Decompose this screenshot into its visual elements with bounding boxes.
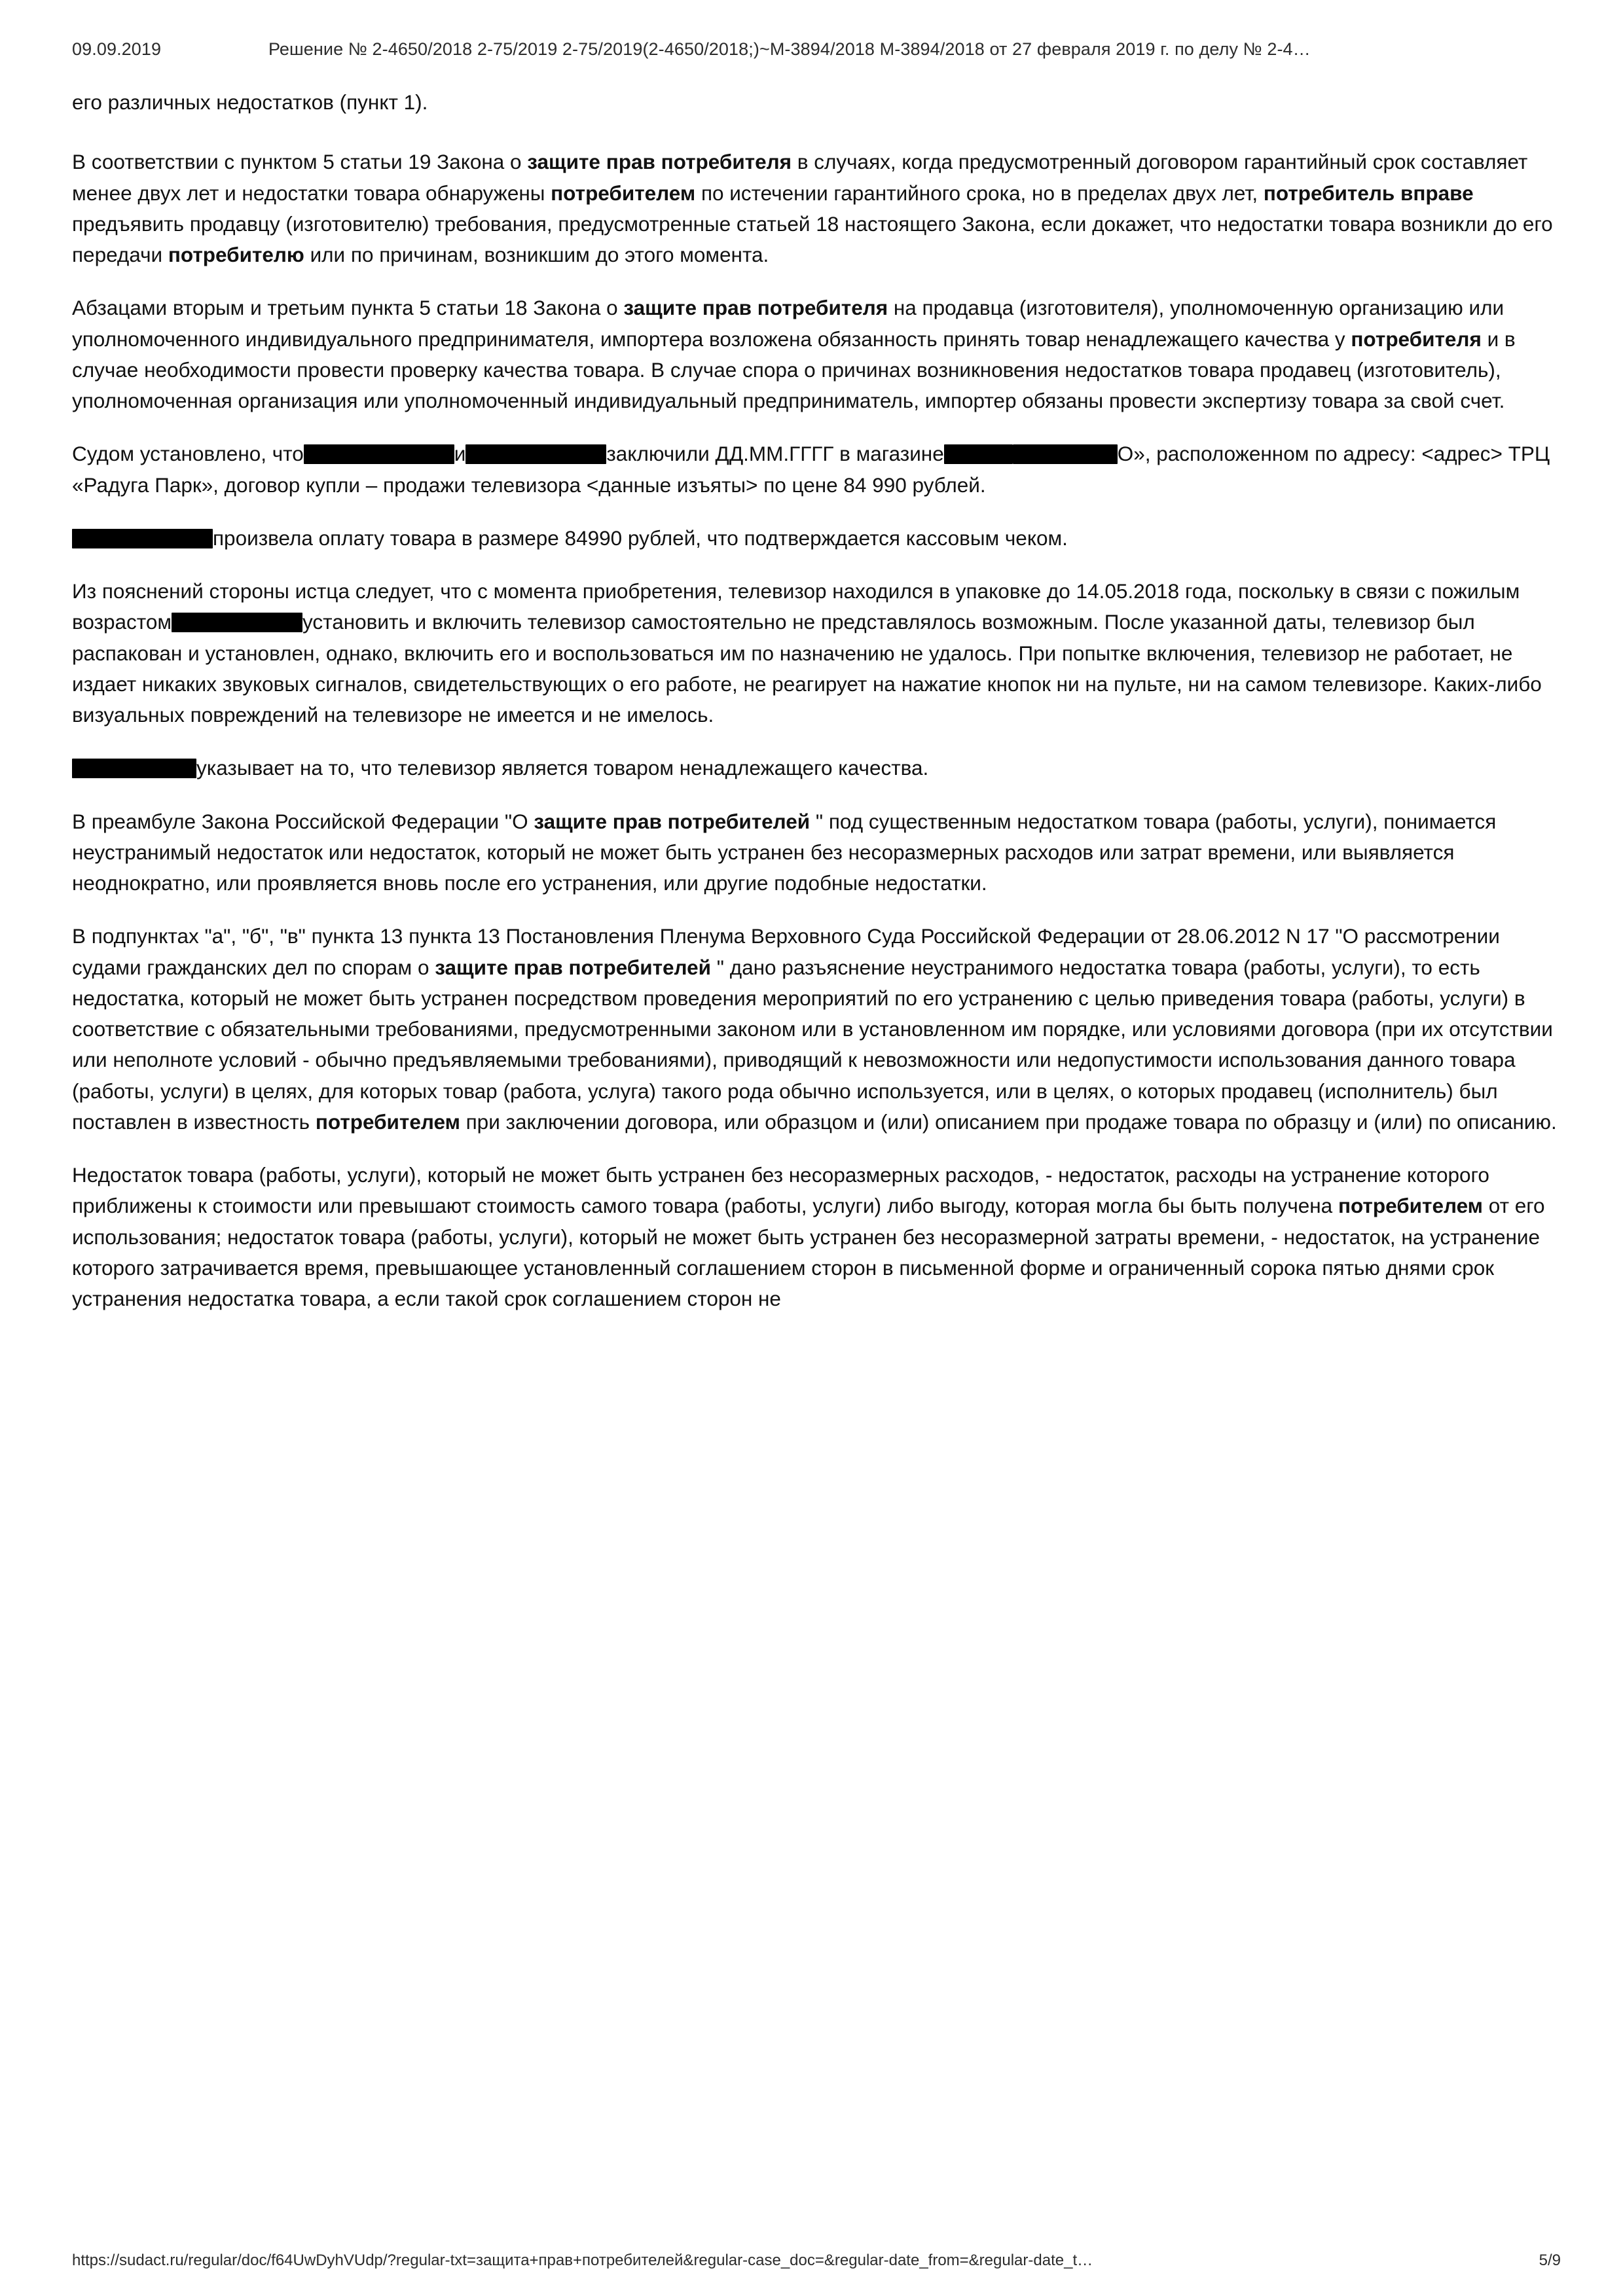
paragraph-1-text: его различных недостатков (пункт 1). bbox=[72, 90, 428, 114]
paragraph-3-bold-1: защите прав потребителя bbox=[623, 296, 888, 320]
redacted-block bbox=[1013, 444, 1118, 464]
paragraph-10-bold-1: потребителем bbox=[1338, 1194, 1483, 1218]
header-date: 09.09.2019 bbox=[72, 39, 162, 59]
footer-page-number: 5/9 bbox=[1539, 2251, 1561, 2269]
paragraph-2-bold-1: защите прав потребителя bbox=[527, 150, 792, 174]
paragraph-1 bbox=[72, 87, 1561, 118]
paragraph-4 bbox=[72, 439, 1561, 501]
paragraph-3-text-d: и в случае необходимости провести проверку качества товара. В случае спора о причинах возникновения недостатков товара продавец (изготовитель), уполномоченная организация или уполномоченный индивидуальный предприниматель, импортер обязаны провести экспертизу товара за свой счет. bbox=[72, 327, 1516, 412]
footer-url[interactable]: https://sudact.ru/regular/doc/f64UwDyhVUdp/?regular-txt=защита+прав+потребителей&regular-case_doc=&regular-date_from=&regular-date_t… bbox=[72, 2251, 1093, 2269]
paragraph-4-text-c: заключили ДД.ММ.ГГГГ в магазине bbox=[606, 442, 944, 466]
paragraph-4-text-b: и bbox=[454, 442, 466, 466]
header-title: Решение № 2-4650/2018 2-75/2019 2-75/2019(2-4650/2018;)~М-3894/2018 М-3894/2018 от 27 февраля 2019 г. по делу № 2-4… bbox=[268, 39, 1311, 59]
paragraph-3 bbox=[72, 293, 1561, 416]
paragraph-9-text-a: В подпунктах "а", "б", "в" пункта 13 пункта 13 Постановления Пленума Верховного Суда Российской Федерации от 28.06.2012 N 17 "О рассмотрении судами гражданских дел по спорам о bbox=[72, 924, 1500, 979]
paragraph-7-text: указывает на то, что телевизор является товаром ненадлежащего качества. bbox=[196, 756, 929, 780]
paragraph-6-text-b: установить и включить телевизор самостоятельно не представлялось возможным. После указанной даты, телевизор был распакован и установлен, однако, включить его и воспользоваться им по назначению не удалось. При попытке включения, телевизор не работает, не издает никаких звуковых сигналов, свидетельствующих о его работе, не реагирует на нажатие кнопок ни на пульте, ни на самом телевизоре. Каких-либо визуальных повреждений на телевизоре не имеется и не имелось. bbox=[72, 610, 1542, 726]
paragraph-9-bold-2: потребителем bbox=[315, 1109, 460, 1134]
paragraph-10-text-c: от его использования; недостаток товара (работы, услуги), который не может быть устранен без несоразмерной затраты времени, - недостаток, на устранение которого затрачивается время, превышающее установленный соглашением сторон в письменной форме и ограниченный сорока пятью днями срок устранения недостатка товара, а если такой срок соглашением сторон не bbox=[72, 1194, 1545, 1310]
paragraph-9-text-c: " дано разъяснение неустранимого недостатка товара (работы, услуги), то есть недостатка, который не может быть устранен посредством проведения мероприятий по его устранению с целью приведения товара (работы, услуги) в соответствие с обязательными требованиями, предусмотренными законом или в установленном им порядке, или условиями договора (при их отсутствии или неполноте условий - обычно предъявляемыми требованиями), приводящий к невозможности или недопустимости использования данного товара (работы, услуги) в целях, для которых товар (работа, услуга) такого рода обычно используется, или в целях, о которых продавец (исполнитель) был поставлен в известность bbox=[72, 955, 1553, 1134]
redacted-block bbox=[944, 444, 1013, 464]
redacted-block bbox=[172, 613, 302, 632]
paragraph-2-text-d: по истечении гарантийного срока, но в пределах двух лет, bbox=[695, 181, 1264, 205]
paragraph-2-text-c: в случаях, когда предусмотренный договором гарантийный срок составляет менее двух лет и недостатки товара обнаружены bbox=[72, 150, 1528, 205]
page-header bbox=[72, 39, 1561, 60]
redacted-block bbox=[304, 444, 454, 464]
paragraph-2-text-f: или по причинам, возникшим до этого момента. bbox=[304, 243, 769, 266]
paragraph-8-bold-1: защите прав потребителей bbox=[534, 809, 811, 833]
paragraph-2-bold-3: потребитель вправе bbox=[1263, 181, 1474, 205]
paragraph-9-bold-1: защите прав потребителей bbox=[435, 955, 712, 979]
paragraph-6 bbox=[72, 576, 1561, 730]
paragraph-4-text-d: О», расположенном по адресу: <адрес> ТРЦ «Радуга Парк», договор купли – продажи телевизора <данные изъяты> по цене 84 990 рублей. bbox=[72, 442, 1550, 497]
paragraph-2 bbox=[72, 147, 1561, 270]
paragraph-2-bold-2: потребителем bbox=[551, 181, 696, 205]
paragraph-8 bbox=[72, 806, 1561, 899]
paragraph-8-text-a: В преамбуле Закона Российской Федерации "О bbox=[72, 809, 534, 833]
paragraph-9 bbox=[72, 921, 1561, 1138]
redacted-block bbox=[465, 444, 606, 464]
page-footer bbox=[72, 2251, 1561, 2270]
redacted-block bbox=[72, 529, 213, 548]
paragraph-10 bbox=[72, 1160, 1561, 1314]
paragraph-7 bbox=[72, 753, 1561, 783]
paragraph-4-text-a: Судом установлено, что bbox=[72, 442, 304, 466]
paragraph-2-text-e: предъявить продавцу (изготовителю) требования, предусмотренные статьей 18 настоящего Закона, если докажет, что недостатки товара возникли до его передачи bbox=[72, 211, 1553, 266]
paragraph-2-text-a: В соответствии с пунктом 5 статьи 19 Закона о bbox=[72, 150, 528, 174]
redacted-block bbox=[72, 759, 196, 778]
document-body bbox=[72, 87, 1561, 1314]
paragraph-3-bold-2: потребителя bbox=[1351, 327, 1482, 351]
paragraph-3-text-a: Абзацами вторым и третьим пункта 5 статьи 18 Закона о bbox=[72, 296, 624, 320]
paragraph-2-bold-4: потребителю bbox=[168, 243, 304, 266]
paragraph-3-text-c: на продавца (изготовителя), уполномоченную организацию или уполномоченного индивидуального предпринимателя, импортера возложена обязанность принять товар ненадлежащего качества у bbox=[72, 296, 1504, 351]
paragraph-8-text-c: " под существенным недостатком товара (работы, услуги), понимается неустранимый недостаток или недостаток, который не может быть устранен без несоразмерных расходов или затрат времени, или выявляется неоднократно, или проявляется вновь после его устранения, или другие подобные недостатки. bbox=[72, 809, 1497, 895]
paragraph-6-text-a: Из пояснений стороны истца следует, что с момента приобретения, телевизор находился в упаковке до 14.05.2018 года, поскольку в связи с пожилым возрастом bbox=[72, 579, 1520, 634]
paragraph-5-text: произвела оплату товара в размере 84990 рублей, что подтверждается кассовым чеком. bbox=[213, 526, 1068, 550]
paragraph-9-text-d: при заключении договора, или образцом и (или) описанием при продаже товара по образцу и (или) по описанию. bbox=[460, 1109, 1557, 1134]
paragraph-10-text-a: Недостаток товара (работы, услуги), который не может быть устранен без несоразмерных расходов, - недостаток, расходы на устранение которого приближены к стоимости или превышают стоимость самого товара (работы, услуги) либо выгоду, которая могла бы быть получена bbox=[72, 1163, 1489, 1218]
paragraph-5 bbox=[72, 523, 1561, 554]
